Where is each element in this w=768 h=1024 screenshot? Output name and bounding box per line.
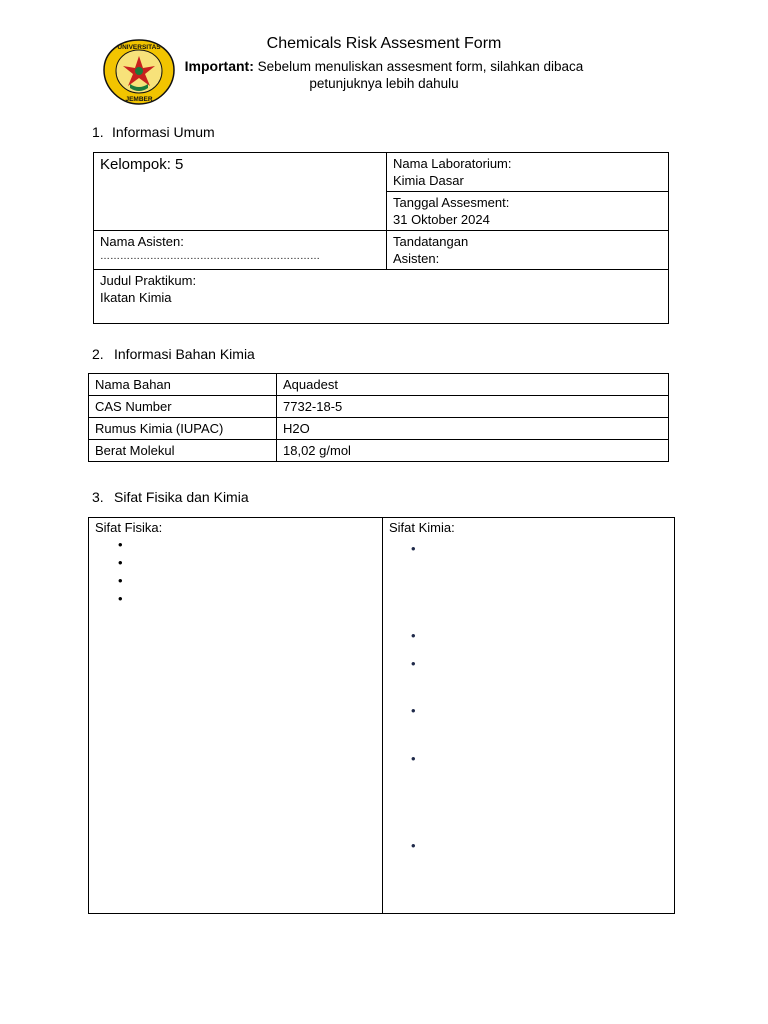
- section-2-title: Informasi Bahan Kimia: [114, 346, 255, 362]
- section-1-number: 1.: [92, 124, 104, 140]
- fisika-bullet: •: [118, 555, 123, 570]
- section-3-title: Sifat Fisika dan Kimia: [114, 489, 249, 505]
- asisten-value: …………………………………………………………: [100, 251, 320, 262]
- table-row: [89, 440, 669, 462]
- logo-text-top: UNIVERSITAS: [117, 44, 161, 51]
- row-label: Nama Bahan: [89, 374, 277, 396]
- logo-text-bottom: JEMBER: [125, 96, 153, 103]
- fisika-bullet: •: [118, 573, 123, 588]
- section-1-title: Informasi Umum: [112, 124, 215, 140]
- fisika-bullet: •: [118, 591, 123, 606]
- row-label: Berat Molekul: [89, 440, 277, 462]
- kelompok-cell: [94, 153, 387, 231]
- tanggal-label: Tanggal Assesment:: [393, 195, 510, 210]
- nama-lab-value: Kimia Dasar: [393, 173, 464, 188]
- judul-value: Ikatan Kimia: [100, 290, 172, 305]
- tanggal-cell: [387, 192, 669, 231]
- judul-label: Judul Praktikum:: [100, 273, 197, 288]
- kelompok-text: Kelompok: 5: [100, 156, 184, 173]
- judul-cell: [94, 270, 669, 324]
- section-3-number: 3.: [92, 489, 104, 505]
- row-value: Aquadest: [277, 374, 669, 396]
- row-value: 7732-18-5: [277, 396, 669, 418]
- form-title: Chemicals Risk Assesment Form: [266, 35, 502, 52]
- asisten-cell: [94, 231, 387, 270]
- section-3-heading: [92, 489, 249, 505]
- kimia-bullet: •: [411, 541, 416, 556]
- section-2-number: 2.: [92, 346, 104, 362]
- row-label: Rumus Kimia (IUPAC): [89, 418, 277, 440]
- kimia-bullet: •: [411, 628, 416, 643]
- row-value: H2O: [277, 418, 669, 440]
- ttd-label-1: Tandatangan: [393, 234, 469, 249]
- table-row: [89, 396, 669, 418]
- ttd-label-2: Asisten:: [393, 251, 440, 266]
- important-label: Important:: [184, 58, 254, 74]
- section-2-heading: [92, 346, 255, 362]
- table-row: [89, 418, 669, 440]
- row-label: CAS Number: [89, 396, 277, 418]
- sifat-kimia-cell: [383, 518, 675, 914]
- important-text-2: petunjuknya lebih dahulu: [309, 76, 459, 91]
- nama-lab-cell: [387, 153, 669, 192]
- fisika-bullet: •: [118, 537, 123, 552]
- properties-table: [88, 517, 675, 914]
- kimia-bullet: •: [411, 656, 416, 671]
- ttd-cell: [387, 231, 669, 270]
- important-text-1: Sebelum menuliskan assesment form, silahkan dibaca: [257, 59, 584, 74]
- general-info-table: [93, 152, 669, 324]
- chemical-info-table: [88, 373, 669, 462]
- table-row: [89, 374, 669, 396]
- asisten-label: Nama Asisten:: [100, 234, 184, 249]
- kimia-bullet: •: [411, 838, 416, 853]
- sifat-fisika-cell: [89, 518, 383, 914]
- kimia-bullet: •: [411, 703, 416, 718]
- important-note: [0, 58, 768, 74]
- kimia-bullet: •: [411, 751, 416, 766]
- row-value: 18,02 g/mol: [277, 440, 669, 462]
- section-1-heading: [92, 124, 215, 140]
- nama-lab-label: Nama Laboratorium:: [393, 156, 512, 171]
- tanggal-value: 31 Oktober 2024: [393, 212, 490, 227]
- sifat-kimia-label: Sifat Kimia:: [389, 520, 455, 535]
- sifat-fisika-label: Sifat Fisika:: [95, 520, 163, 535]
